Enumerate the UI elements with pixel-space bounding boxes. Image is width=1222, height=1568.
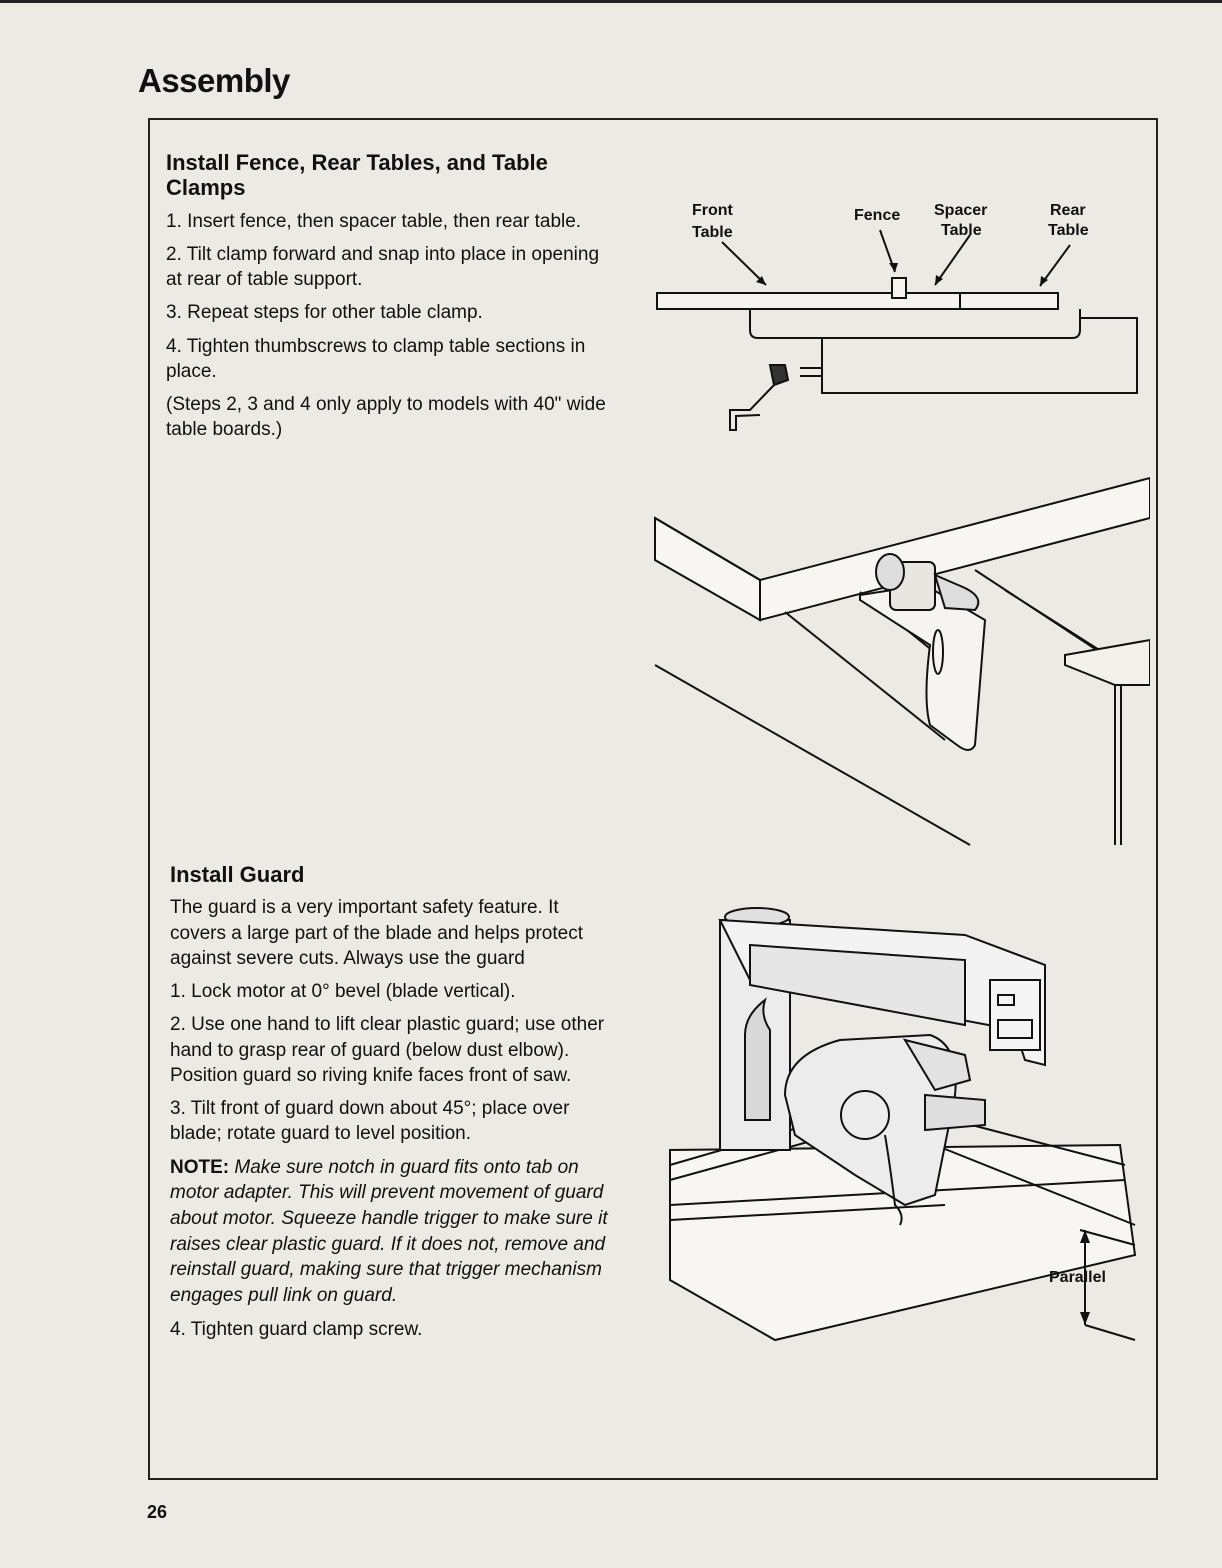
section-heading: Install Guard	[170, 862, 305, 887]
section-install-fence	[166, 150, 606, 451]
label-spacer-table-2: Table	[941, 222, 982, 239]
label-parallel: Parallel	[1049, 1269, 1106, 1286]
page-number: 26	[147, 1502, 168, 1522]
step-2: 2. Use one hand to lift clear plastic guard; use other hand to grasp rear of guard (below dust elbow). Position guard so riving knife faces front of saw.	[170, 1014, 605, 1086]
label-front-table-2: Table	[692, 224, 733, 241]
label-fence: Fence	[854, 207, 901, 224]
step-2: 2. Tilt clamp forward and snap into place in opening at rear of table support.	[166, 243, 600, 291]
label-rear-table-1: Rear	[1050, 202, 1086, 219]
top-rule	[0, 0, 1222, 3]
step-1: 1. Lock motor at 0° bevel (blade vertical).	[170, 981, 516, 1003]
label-rear-table-2: Table	[1048, 222, 1089, 239]
note-text: Make sure notch in guard fits onto tab on motor adapter. This will prevent movement of guard about motor. Squeeze handle trigger to make sure it raises clear plastic guard. If it does not, remove and reinstall guard, making sure that trigger mechanism engages pull link on guard.	[170, 1156, 608, 1306]
table-section-diagram	[640, 190, 1150, 440]
note-label: NOTE:	[170, 1156, 230, 1178]
label-spacer-table-1: Spacer	[934, 202, 988, 219]
step-3: 3. Tilt front of guard down about 45°; place over blade; rotate guard to level position.	[170, 1098, 570, 1145]
step-4: 4. Tighten guard clamp screw.	[170, 1318, 423, 1340]
step-4: 4. Tighten thumbscrews to clamp table sections in place.	[166, 335, 586, 382]
guard-installed-diagram	[665, 905, 1150, 1350]
note	[170, 1155, 610, 1309]
section-heading: Install Fence, Rear Tables, and Table Clamps	[166, 150, 548, 201]
steps-footnote: (Steps 2, 3 and 4 only apply to models with 40" wide table boards.)	[166, 394, 606, 441]
label-front-table-1: Front	[692, 202, 733, 219]
page-title: Assembly	[138, 62, 290, 99]
guard-intro: The guard is a very important safety feature. It covers a large part of the blade and helps protect against severe cuts. Always use the guard	[170, 897, 583, 969]
step-3: 3. Repeat steps for other table clamp.	[166, 302, 483, 324]
section-install-guard	[170, 862, 610, 1350]
table-clamp-diagram	[645, 470, 1150, 855]
step-1: 1. Insert fence, then spacer table, then rear table.	[166, 210, 582, 232]
